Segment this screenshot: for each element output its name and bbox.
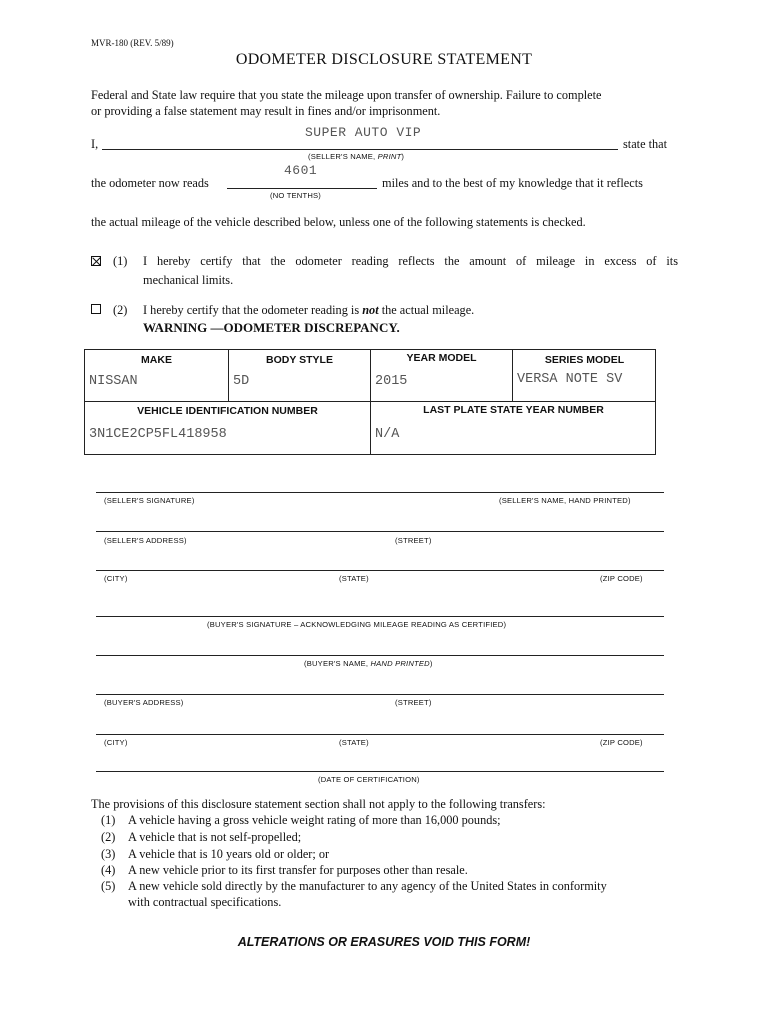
vin-cell (85, 402, 371, 455)
certification-date-caption: (DATE OF CERTIFICATION) (318, 775, 420, 784)
year-model-cell (371, 350, 513, 402)
vin-field[interactable]: 3N1CE2CP5FL418958 (89, 427, 227, 442)
series-model-cell (513, 350, 656, 402)
year-model-field[interactable]: 2015 (375, 374, 408, 389)
provision-item-3: A vehicle that is 10 years old or older; or (128, 847, 330, 861)
provision-item-3-number: (3) (101, 847, 116, 861)
plate-label: LAST PLATE STATE YEAR NUMBER (423, 404, 604, 416)
buyer-name-caption: (BUYER'S NAME, HAND PRINTED) (304, 659, 433, 668)
body-style-field[interactable]: 5D (233, 374, 250, 389)
actual-mileage-text: the actual mileage of the vehicle described below, unless one of the following statements is checked. (91, 215, 586, 229)
footer-warning: ALTERATIONS OR ERASURES VOID THIS FORM! (237, 935, 531, 949)
plate-field[interactable]: N/A (375, 427, 400, 442)
seller-name-hand-caption: (SELLER'S NAME, HAND PRINTED) (499, 496, 631, 505)
seller-name-caption: (SELLER'S NAME, PRINT) (308, 152, 405, 161)
plate-cell (371, 402, 656, 455)
buyer-signature-caption: (BUYER'S SIGNATURE – ACKNOWLEDGING MILEAGE READING AS CERTIFIED) (207, 620, 507, 629)
seller-street-caption: (STREET) (395, 536, 432, 545)
seller-zip-caption: (ZIP CODE) (600, 574, 643, 583)
make-cell (85, 350, 229, 402)
body-style-cell (229, 350, 371, 402)
buyer-address-caption: (BUYER'S ADDRESS) (104, 698, 184, 707)
odometer-prefix: the odometer now reads (91, 176, 209, 190)
series-model-field[interactable]: VERSA NOTE SV (517, 372, 623, 387)
provision-item-5: A new vehicle sold directly by the manufacturer to any agency of the United States in conformity (128, 879, 607, 893)
seller-city-line[interactable] (96, 570, 664, 571)
option-2-number: (2) (113, 303, 128, 317)
option-1-text: I hereby certify that the odometer reading reflects the amount of mileage in excess of its (143, 254, 678, 268)
state-that-text: state that (623, 137, 668, 151)
buyer-zip-caption: (ZIP CODE) (600, 738, 643, 747)
provision-item-2-number: (2) (101, 830, 116, 844)
provision-item-1-number: (1) (101, 813, 116, 827)
seller-state-caption: (STATE) (339, 574, 369, 583)
provision-item-5-cont: with contractual specifications. (128, 895, 282, 909)
buyer-address-line[interactable] (96, 694, 664, 695)
vin-label: VEHICLE IDENTIFICATION NUMBER (137, 405, 318, 417)
odometer-line (227, 188, 377, 189)
discrepancy-warning: WARNING —ODOMETER DISCREPANCY. (143, 320, 400, 335)
option-1-number: (1) (113, 254, 128, 268)
seller-signature-line[interactable] (96, 492, 664, 493)
provision-item-4: A new vehicle prior to its first transfer for purposes other than resale. (128, 863, 468, 877)
form-number: MVR-180 (REV. 5/89) (91, 38, 174, 48)
seller-signature-caption: (SELLER'S SIGNATURE) (104, 496, 195, 505)
statement-prefix: I, (91, 137, 99, 151)
vehicle-info-table (84, 349, 656, 455)
seller-address-caption: (SELLER'S ADDRESS) (104, 536, 187, 545)
option-1-text-2: mechanical limits. (143, 273, 234, 287)
option-1-checkbox[interactable] (91, 256, 101, 266)
odometer-reading-field[interactable]: 4601 (284, 163, 318, 178)
provision-item-1: A vehicle having a gross vehicle weight rating of more than 16,000 pounds; (128, 813, 501, 827)
odometer-suffix: miles and to the best of my knowledge that it reflects (382, 176, 643, 190)
buyer-signature-line[interactable] (96, 616, 664, 617)
provision-item-2: A vehicle that is not self-propelled; (128, 830, 302, 844)
seller-name-line (102, 149, 618, 150)
seller-city-caption: (CITY) (104, 574, 128, 583)
buyer-street-caption: (STREET) (395, 698, 432, 707)
provision-item-5-number: (5) (101, 879, 116, 893)
buyer-name-line[interactable] (96, 655, 664, 656)
option-2-text: I hereby certify that the odometer reading is not the actual mileage. (143, 303, 475, 317)
option-2-checkbox[interactable] (91, 304, 101, 314)
provision-item-4-number: (4) (101, 863, 116, 877)
seller-address-line[interactable] (96, 531, 664, 532)
provisions-intro: The provisions of this disclosure statement section shall not apply to the following transfers: (91, 797, 546, 811)
certification-date-line[interactable] (96, 771, 664, 772)
intro-line-2: or providing a false statement may result in fines and/or imprisonment. (91, 104, 441, 118)
year-model-label: YEAR MODEL (406, 352, 477, 364)
seller-name-field[interactable]: SUPER AUTO VIP (305, 125, 422, 140)
buyer-city-caption: (CITY) (104, 738, 128, 747)
no-tenths-caption: (NO TENTHS) (270, 191, 321, 200)
series-model-label: SERIES MODEL (544, 354, 625, 366)
intro-line-1: Federal and State law require that you state the mileage upon transfer of ownership. Failure to complete (91, 88, 602, 102)
body-style-label: BODY STYLE (266, 354, 333, 366)
buyer-city-line[interactable] (96, 734, 664, 735)
make-label: MAKE (141, 354, 172, 366)
make-field[interactable]: NISSAN (89, 374, 138, 389)
buyer-state-caption: (STATE) (339, 738, 369, 747)
page-title: ODOMETER DISCLOSURE STATEMENT (235, 51, 533, 68)
